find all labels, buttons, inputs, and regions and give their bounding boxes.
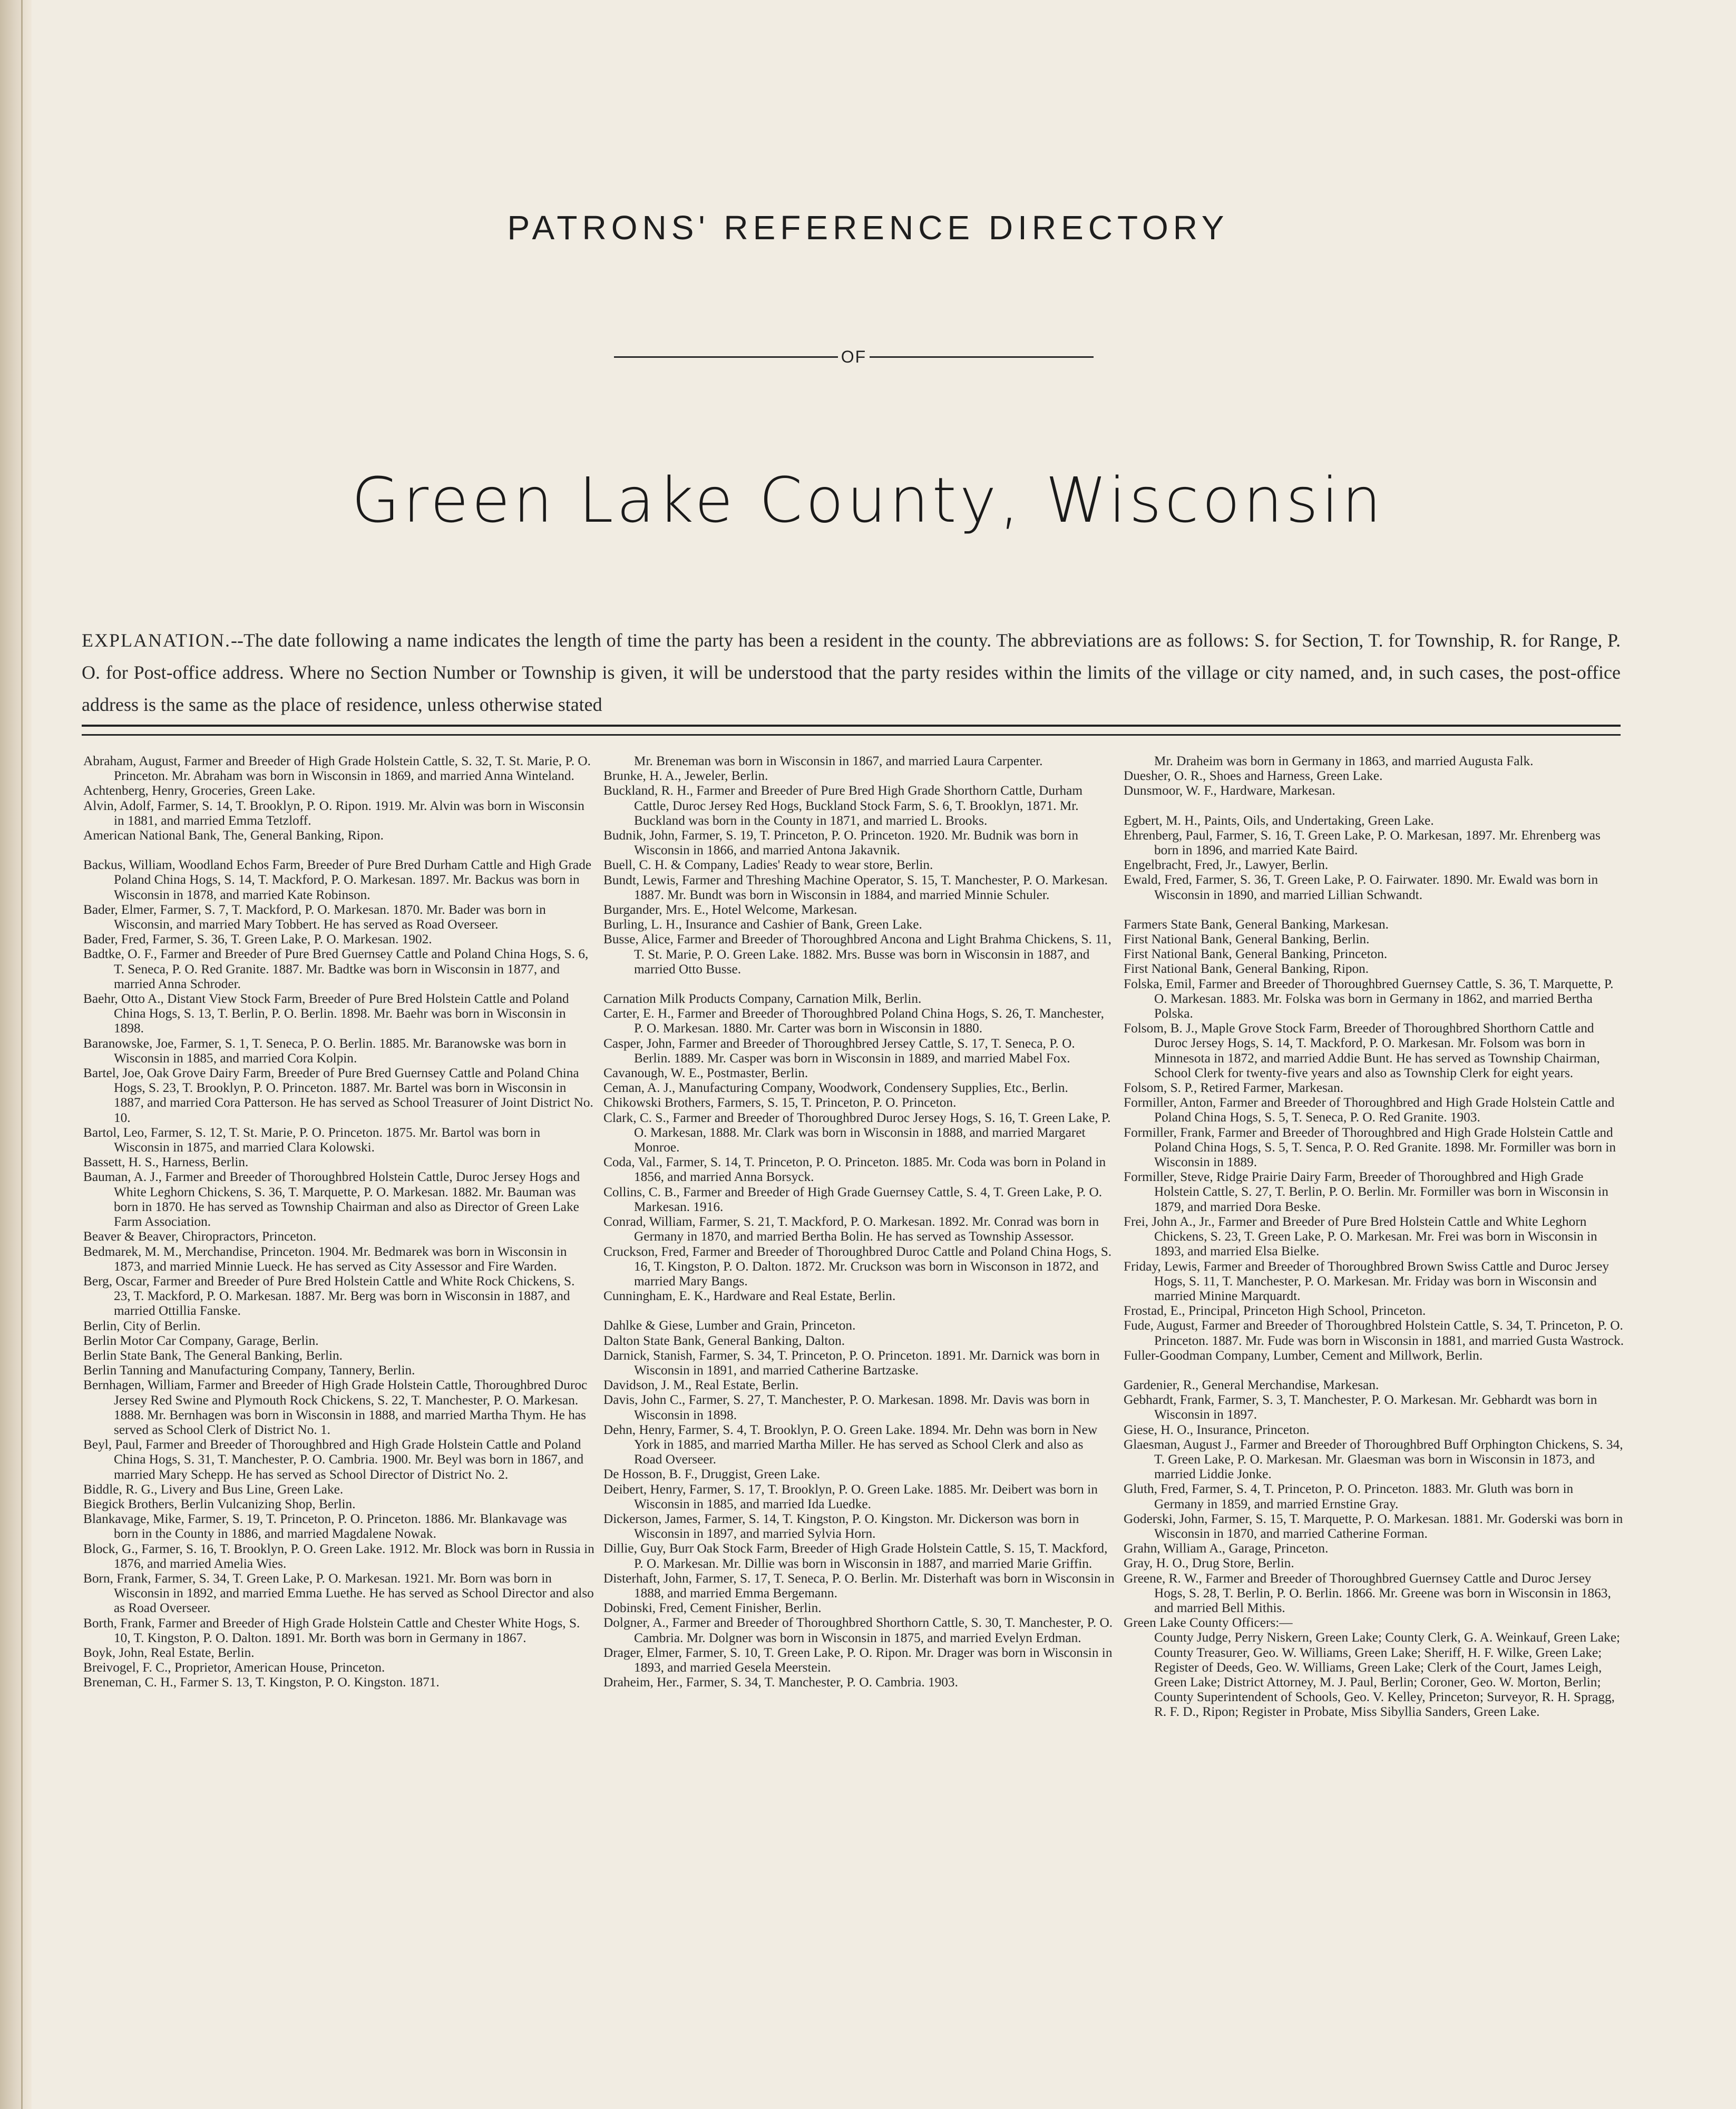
section-gap <box>83 843 594 857</box>
directory-entry: Berlin Tanning and Manufacturing Company, Tannery, Berlin. <box>83 1363 415 1378</box>
directory-entry: Frei, John A., Jr., Farmer and Breeder of Pure Bred Holstein Cattle and White Leghorn Chickens, S. 23, T. Green Lake, P. O. Markesan. Mr. Frei was born in Wisconsin in 1893, and married Elsa Bielke. <box>1124 1214 1597 1259</box>
directory-entry: Buckland, R. H., Farmer and Breeder of Pure Bred High Grade Shorthorn Cattle, Durham Cattle, Duroc Jersey Red Hogs, Buckland Stock Farm, S. 6, T. Brooklyn, 1871. Mr. Buckland was born in the County in 1871, and married L. Brooks. <box>603 783 1083 828</box>
directory-entry: Dickerson, James, Farmer, S. 14, T. Kingston, P. O. Kingston. Mr. Dickerson was born in Wisconsin in 1897, and married Sylvia Horn. <box>603 1511 1079 1541</box>
directory-entry: Bartol, Leo, Farmer, S. 12, T. St. Marie, P. O. Princeton. 1875. Mr. Bartol was born in Wisconsin in 1875, and married Clara Kolowski. <box>83 1125 541 1155</box>
explanation-paragraph <box>82 624 1621 721</box>
directory-entry: Bartel, Joe, Oak Grove Dairy Farm, Breeder of Pure Bred Guernsey Cattle and Poland China Hogs, S. 23, T. Brooklyn, P. O. Princeton. 1887. Mr. Bartel was born in Wisconsin in 1887, and married Cora Patterson. He has served as School Treasurer of Joint District No. 10. <box>83 1066 593 1125</box>
county-heading: Green Lake County, Wisconsin <box>352 464 1384 536</box>
directory-entry: Fude, August, Farmer and Breeder of Thoroughbred Holstein Cattle, S. 34, T. Princeton, P. O. Princeton. 1887. Mr. Fude was born in Wisconsin in 1881, and married Gusta Wastrock. <box>1124 1318 1624 1348</box>
directory-entry: Bedmarek, M. M., Merchandise, Princeton. 1904. Mr. Bedmarek was born in Wisconsin in 1873, and married Minnie Lueck. He has served as City Assessor and Fire Warden. <box>83 1244 567 1274</box>
directory-entry: Folska, Emil, Farmer and Breeder of Thoroughbred Guernsey Cattle, S. 36, T. Marquette, P. O. Markesan. 1883. Mr. Folska was born in Germany in 1862, and married Bertha Polska. <box>1124 976 1614 1021</box>
of-rule-left <box>614 356 838 358</box>
directory-entry: Bauman, A. J., Farmer and Breeder of Thoroughbred Holstein Cattle, Duroc Jersey Hogs and White Leghorn Chickens, S. 36, T. Marquette, P. O. Markesan. 1882. Mr. Bauman was born in 1870. He has served as Township Chairman and also as Director of Green Lake Farm Association. <box>83 1169 580 1229</box>
directory-entry: Fuller-Goodman Company, Lumber, Cement and Millwork, Berlin. <box>1124 1348 1483 1363</box>
directory-entry: Burgander, Mrs. E., Hotel Welcome, Markesan. <box>603 902 857 917</box>
directory-entry: Collins, C. B., Farmer and Breeder of High Grade Guernsey Cattle, S. 4, T. Green Lake, P. O. Markesan. 1916. <box>603 1184 1103 1214</box>
directory-entry: Formiller, Steve, Ridge Prairie Dairy Farm, Breeder of Thoroughbred and High Grade Holstein Cattle, S. 27, T. Berlin, P. O. Berlin. Mr. Formiller was born in Wisconsin in 1879, and married Dora Beske. <box>1124 1169 1608 1214</box>
directory-entry: American National Bank, The, General Banking, Ripon. <box>83 828 384 843</box>
directory-entry: Dolgner, A., Farmer and Breeder of Thoroughbred Shorthorn Cattle, S. 30, T. Manchester, P. O. Cambria. Mr. Dolgner was born in Wisconsin in 1875, and married Evelyn Erdman. <box>603 1615 1113 1645</box>
section-gap <box>603 977 1115 991</box>
directory-entry: Buell, C. H. & Company, Ladies' Ready to wear store, Berlin. <box>603 857 933 873</box>
section-gap <box>603 1303 1115 1318</box>
directory-entry: Gray, H. O., Drug Store, Berlin. <box>1124 1556 1294 1571</box>
directory-entry: Bernhagen, William, Farmer and Breeder of High Grade Holstein Cattle, Thoroughbred Duroc Jersey Red Swine and Plymouth Rock Chickens, S. 22, T. Manchester, P. O. Markesan. 1888. Mr. Bernhagen was born in Wisconsin in 1888, and married Martha Thym. He has served as School Clerk of District No. 1. <box>83 1378 588 1437</box>
directory-entry: Egbert, M. H., Paints, Oils, and Undertaking, Green Lake. <box>1124 813 1434 828</box>
directory-entry: Dehn, Henry, Farmer, S. 4, T. Brooklyn, P. O. Green Lake. 1894. Mr. Dehn was born in New York in 1885, and married Martha Miller. He has served as School Clerk and also as Road Overseer. <box>603 1422 1098 1467</box>
directory-entry: Conrad, William, Farmer, S. 21, T. Mackford, P. O. Markesan. 1892. Mr. Conrad was born in Germany in 1870, and married Bertha Bolin. He has served as Township Assessor. <box>603 1214 1099 1244</box>
directory-entry: Gardenier, R., General Merchandise, Markesan. <box>1124 1377 1379 1392</box>
directory-entry: Dillie, Guy, Burr Oak Stock Farm, Breeder of High Grade Holstein Cattle, S. 15, T. Mackford, P. O. Markesan. Mr. Dillie was born in Wisconsin in 1887, and married Marie Griffin. <box>603 1541 1108 1571</box>
directory-entry: Gebhardt, Frank, Farmer, S. 3, T. Manchester, P. O. Markesan. Mr. Gebhardt was born in Wisconsin in 1897. <box>1124 1392 1597 1422</box>
directory-entry: Borth, Frank, Farmer and Breeder of High Grade Holstein Cattle and Chester White Hogs, S. 10, T. Kingston, P. O. Dalton. 1891. Mr. Borth was born in Germany in 1867. <box>83 1615 580 1645</box>
directory-entry: Brunke, H. A., Jeweler, Berlin. <box>603 768 768 784</box>
directory-entry: Frostad, E., Principal, Princeton High School, Princeton. <box>1124 1303 1426 1319</box>
directory-entry: Bader, Elmer, Farmer, S. 7, T. Mackford, P. O. Markesan. 1870. Mr. Bader was born in Wisconsin, and married Mary Tobbert. He has served as Road Overseer. <box>83 902 546 932</box>
directory-entry: Block, G., Farmer, S. 16, T. Brooklyn, P. O. Green Lake. 1912. Mr. Block was born in Russia in 1876, and married Amelia Wies. <box>83 1541 594 1571</box>
directory-entry: Chikowski Brothers, Farmers, S. 15, T. Princeton, P. O. Princeton. <box>603 1095 957 1110</box>
section-gap <box>1124 798 1624 813</box>
directory-entry: Drager, Elmer, Farmer, S. 10, T. Green Lake, P. O. Ripon. Mr. Drager was born in Wisconsin in 1893, and married Gesela Meerstein. <box>603 1645 1113 1675</box>
directory-entry: Disterhaft, John, Farmer, S. 17, T. Seneca, P. O. Berlin. Mr. Disterhaft was born in Wisconsin in 1888, and married Emma Bergemann. <box>603 1570 1115 1600</box>
directory-entry: Davis, John C., Farmer, S. 27, T. Manchester, P. O. Markesan. 1898. Mr. Davis was born in Wisconsin in 1898. <box>603 1392 1090 1422</box>
directory-entry: Glaesman, August J., Farmer and Breeder of Thoroughbred Buff Orphington Chickens, S. 34, T. Green Lake, P. O. Markesan. Mr. Glaesman was born in Wisconsin in 1873, and married Liddie Jonke. <box>1124 1437 1623 1482</box>
page-binding-shadow <box>0 0 32 2109</box>
directory-entry: Berlin, City of Berlin. <box>83 1318 201 1333</box>
section-gap <box>1124 1363 1624 1378</box>
of-rule-right <box>870 356 1094 358</box>
directory-entry: Engelbracht, Fred, Jr., Lawyer, Berlin. <box>1124 857 1329 873</box>
directory-entry: Farmers State Bank, General Banking, Markesan. <box>1124 916 1389 932</box>
county-officers-list: County Judge, Perry Niskern, Green Lake; County Clerk, G. A. Weinkauf, Green Lake; County Treasurer, Geo. W. Williams, Green Lake; Sheriff, H. F. Wilke, Green Lake; Register of Deeds, Geo. W. Williams, Green Lake; Clerk of the Court, James Leigh, Green Lake; District Attorney, M. J. Paul, Berlin; Coroner, Geo. W. Morton, Berlin; County Superintendent of Schools, Geo. V. Kelley, Princeton; Surveyor, R. H. Spragg, R. F. D., Ripon; Register in Probate, Miss Sibyllia Sanders, Green Lake. <box>1154 1630 1621 1720</box>
directory-column-1 <box>83 754 594 1690</box>
directory-entry: Blankavage, Mike, Farmer, S. 19, T. Princeton, P. O. Princeton. 1886. Mr. Blankavage was born in the County in 1886, and married Magdalene Nowak. <box>83 1511 567 1541</box>
directory-entry: Dobinski, Fred, Cement Finisher, Berlin. <box>603 1600 822 1616</box>
directory-entry: Green Lake County Officers:— <box>1124 1615 1293 1630</box>
directory-entry: Davidson, J. M., Real Estate, Berlin. <box>603 1378 799 1393</box>
directory-entry: Badtke, O. F., Farmer and Breeder of Pure Bred Guernsey Cattle and Poland China Hogs, S. 6, T. Seneca, P. O. Red Granite. 1887. Mr. Badtke was born in Wisconsin in 1877, and married Anna Schroder. <box>83 946 589 991</box>
double-rule-divider <box>82 725 1621 736</box>
directory-entry: Backus, William, Woodland Echos Farm, Breeder of Pure Bred Durham Cattle and High Grade Poland China Hogs, S. 14, T. Mackford, P. O. Markesan. 1897. Mr. Backus was born in Wisconsin in 1878, and married Kate Robinson. <box>83 857 592 902</box>
of-label: OF <box>841 347 867 366</box>
directory-entry: Baranowske, Joe, Farmer, S. 1, T. Seneca, P. O. Berlin. 1885. Mr. Baranowske was born in Wisconsin in 1885, and married Cora Kolpin. <box>83 1036 567 1066</box>
directory-entry: Coda, Val., Farmer, S. 14, T. Princeton, P. O. Princeton. 1885. Mr. Coda was born in Poland in 1856, and married Anna Borsyck. <box>603 1155 1106 1185</box>
directory-entry: Bundt, Lewis, Farmer and Threshing Machine Operator, S. 15, T. Manchester, P. O. Markesan. 1887. Mr. Bundt was born in Wisconsin in 1884, and married Minnie Schuler. <box>603 872 1108 902</box>
of-divider <box>614 345 1094 368</box>
directory-entry: Bassett, H. S., Harness, Berlin. <box>83 1155 249 1170</box>
directory-entry: Achtenberg, Henry, Groceries, Green Lake. <box>83 783 316 798</box>
directory-entry: Goderski, John, Farmer, S. 15, T. Marquette, P. O. Markesan. 1881. Mr. Goderski was born in Wisconsin in 1870, and married Catherine Forman. <box>1124 1511 1623 1541</box>
directory-entry: Gluth, Fred, Farmer, S. 4, T. Princeton, P. O. Princeton. 1883. Mr. Gluth was born in Germany in 1859, and married Ernstine Gray. <box>1124 1481 1574 1511</box>
directory-entry: First National Bank, General Banking, Princeton. <box>1124 946 1388 962</box>
directory-entry: Breivogel, F. C., Proprietor, American House, Princeton. <box>83 1660 385 1675</box>
directory-entry: Beyl, Paul, Farmer and Breeder of Thoroughbred and High Grade Holstein Cattle and Poland China Hogs, S. 31, T. Manchester, P. O. Cambria. 1900. Mr. Beyl was born in 1867, and married Mary Schepp. He has served as School Director of District No. 2. <box>83 1437 584 1482</box>
explanation-lead: EXPLANATION. <box>82 630 231 651</box>
directory-entry: Baehr, Otto A., Distant View Stock Farm, Breeder of Pure Bred Holstein Cattle and Poland China Hogs, S. 13, T. Berlin, P. O. Berlin. 1898. Mr. Baehr was born in Wisconsin in 1898. <box>83 991 569 1036</box>
directory-entry: Born, Frank, Farmer, S. 34, T. Green Lake, P. O. Markesan. 1921. Mr. Born was born in Wisconsin in 1892, and married Emma Luethe. He has served as School Director and also as Road Overseer. <box>83 1570 594 1616</box>
directory-entry: Cunningham, E. K., Hardware and Real Estate, Berlin. <box>603 1288 896 1304</box>
directory-entry: Formiller, Anton, Farmer and Breeder of Thoroughbred and High Grade Holstein Cattle and Poland China Hogs, S. 5, T. Seneca, P. O. Red Granite. 1903. <box>1124 1095 1615 1125</box>
directory-entry: First National Bank, General Banking, Berlin. <box>1124 932 1370 947</box>
directory-entry: Clark, C. S., Farmer and Breeder of Thoroughbred Duroc Jersey Hogs, S. 16, T. Green Lake, P. O. Markesan, 1888. Mr. Clark was born in Wisconsin in 1888, and married Margaret Monroe. <box>603 1110 1111 1155</box>
directory-entry: Ewald, Fred, Farmer, S. 36, T. Green Lake, P. O. Fairwater. 1890. Mr. Ewald was born in Wisconsin in 1890, and married Lillian Schwandt. <box>1124 872 1598 902</box>
directory-column-3 <box>1124 754 1624 1720</box>
directory-entry: Grahn, William A., Garage, Princeton. <box>1124 1541 1329 1556</box>
directory-entry: Ehrenberg, Paul, Farmer, S. 16, T. Green Lake, P. O. Markesan, 1897. Mr. Ehrenberg was born in 1896, and married Kate Baird. <box>1124 827 1601 858</box>
directory-entry: Busse, Alice, Farmer and Breeder of Thoroughbred Ancona and Light Brahma Chickens, S. 11, T. St. Marie, P. O. Green Lake. 1882. Mrs. Busse was born in Wisconsin in 1887, and married Otto Busse. <box>603 932 1111 977</box>
directory-entry: De Hosson, B. F., Druggist, Green Lake. <box>603 1467 821 1482</box>
directory-entry: Dunsmoor, W. F., Hardware, Markesan. <box>1124 783 1335 798</box>
binding-edge <box>21 0 23 2109</box>
directory-entry: Biddle, R. G., Livery and Bus Line, Green Lake. <box>83 1481 344 1497</box>
directory-entry: Breneman, C. H., Farmer S. 13, T. Kingston, P. O. Kingston. 1871. <box>83 1675 440 1690</box>
directory-entry: Biegick Brothers, Berlin Vulcanizing Shop, Berlin. <box>83 1496 356 1511</box>
explanation-text: --The date following a name indicates the length of time the party has been a resident in the county. The abbreviations are as follows: S. for Section, T. for Township, R. for Range, P. O. for Post-office address. Where no Section Number or Township is given, it will be understood that the party resides within the limits of the village or city named, and, in such cases, the post-office address is the same as the place of residence, unless otherwise stated <box>82 630 1621 715</box>
directory-entry: Cavanough, W. E., Postmaster, Berlin. <box>603 1066 808 1081</box>
section-gap <box>1124 902 1624 917</box>
directory-entry: Beaver & Beaver, Chiropractors, Princeton. <box>83 1229 317 1244</box>
directory-entry: First National Bank, General Banking, Ripon. <box>1124 961 1369 977</box>
directory-entry: Berlin Motor Car Company, Garage, Berlin. <box>83 1333 319 1348</box>
directory-entry: Greene, R. W., Farmer and Breeder of Thoroughbred Guernsey Cattle and Duroc Jersey Hogs, S. 28, T. Berlin, P. O. Berlin. 1866. Mr. Greene was born in Wisconsin in 1863, and married Bell Mithis. <box>1124 1570 1611 1615</box>
directory-entry-continuation: Mr. Draheim was born in Germany in 1863, and married Augusta Falk. <box>1154 754 1534 768</box>
directory-entry-continuation: Mr. Breneman was born in Wisconsin in 1867, and married Laura Carpenter. <box>634 754 1043 768</box>
directory-entry: Abraham, August, Farmer and Breeder of High Grade Holstein Cattle, S. 32, T. St. Marie, P. O. Princeton. Mr. Abraham was born in Wisconsin in 1869, and married Anna Winteland. <box>83 754 591 784</box>
directory-entry: Formiller, Frank, Farmer and Breeder of Thoroughbred and High Grade Holstein Cattle and Poland China Hogs, S. 5, T. Senca, P. O. Red Granite. 1898. Mr. Formiller was born in Wisconsin in 1889. <box>1124 1125 1616 1170</box>
directory-column-2 <box>603 754 1115 1690</box>
directory-entry: Folsom, B. J., Maple Grove Stock Farm, Breeder of Thoroughbred Shorthorn Cattle and Duroc Jersey Hogs, S. 14, T. Mackford, P. O. Markesan. Mr. Folsom was born in Minnesota in 1872, and married Addie Bunt. He has served as Township Chairman, School Clerk for twenty-five years and also as Township Clerk for eight years. <box>1124 1021 1600 1080</box>
directory-entry: Folsom, S. P., Retired Farmer, Markesan. <box>1124 1080 1344 1096</box>
directory-entry: Duesher, O. R., Shoes and Harness, Green Lake. <box>1124 768 1383 784</box>
directory-entry: Friday, Lewis, Farmer and Breeder of Thoroughbred Brown Swiss Cattle and Duroc Jersey Hogs, S. 11, T. Manchester, P. O. Markesan. Mr. Friday was born in Wisconsin and married Minine Marquardt. <box>1124 1258 1610 1303</box>
directory-entry: Dahlke & Giese, Lumber and Grain, Princeton. <box>603 1318 856 1333</box>
directory-entry: Berlin State Bank, The General Banking, Berlin. <box>83 1348 343 1363</box>
directory-entry: Carnation Milk Products Company, Carnation Milk, Berlin. <box>603 991 922 1007</box>
directory-entry: Giese, H. O., Insurance, Princeton. <box>1124 1422 1310 1437</box>
directory-entry: Berg, Oscar, Farmer and Breeder of Pure Bred Holstein Cattle and White Rock Chickens, S. 23, T. Mackford, P. O. Markesan. 1887. Mr. Berg was born in Wisconsin in 1887, and married Ottillia Fanske. <box>83 1273 575 1319</box>
directory-entry: Cruckson, Fred, Farmer and Breeder of Thoroughbred Duroc Cattle and Poland China Hogs, S. 16, T. Kingston, P. O. Dalton. 1872. Mr. Cruckson was born in Wisconson in 1872, and married Mary Bangs. <box>603 1244 1112 1288</box>
directory-entry: Draheim, Her., Farmer, S. 34, T. Manchester, P. O. Cambria. 1903. <box>603 1675 958 1690</box>
directory-entry: Budnik, John, Farmer, S. 19, T. Princeton, P. O. Princeton. 1920. Mr. Budnik was born in Wisconsin in 1866, and married Antona Jakavnik. <box>603 828 1078 858</box>
directory-entry: Darnick, Stanish, Farmer, S. 34, T. Princeton, P. O. Princeton. 1891. Mr. Darnick was born in Wisconsin in 1891, and married Catherine Bartzaske. <box>603 1348 1100 1378</box>
directory-entry: Bader, Fred, Farmer, S. 36, T. Green Lake, P. O. Markesan. 1902. <box>83 932 432 947</box>
page-title: PATRONS' REFERENCE DIRECTORY <box>507 209 1229 247</box>
directory-entry: Carter, E. H., Farmer and Breeder of Thoroughbred Poland China Hogs, S. 26, T. Manchester, P. O. Markesan. 1880. Mr. Carter was born in Wisconsin in 1880. <box>603 1006 1104 1036</box>
directory-entry: Ceman, A. J., Manufacturing Company, Woodwork, Condensery Supplies, Etc., Berlin. <box>603 1080 1068 1096</box>
directory-entry: Dalton State Bank, General Banking, Dalton. <box>603 1333 845 1348</box>
directory-entry: Casper, John, Farmer and Breeder of Thoroughbred Jersey Cattle, S. 17, T. Seneca, P. O. Berlin. 1889. Mr. Casper was born in Wisconsin in 1889, and married Mabel Fox. <box>603 1036 1075 1066</box>
directory-entry: Boyk, John, Real Estate, Berlin. <box>83 1645 255 1660</box>
directory-entry: Alvin, Adolf, Farmer, S. 14, T. Brooklyn, P. O. Ripon. 1919. Mr. Alvin was born in Wisconsin in 1881, and married Emma Tetzloff. <box>83 798 584 828</box>
directory-entry: Burling, L. H., Insurance and Cashier of Bank, Green Lake. <box>603 917 922 932</box>
directory-entry: Deibert, Henry, Farmer, S. 17, T. Brooklyn, P. O. Green Lake. 1885. Mr. Deibert was born in Wisconsin in 1885, and married Ida Luedke. <box>603 1481 1098 1511</box>
